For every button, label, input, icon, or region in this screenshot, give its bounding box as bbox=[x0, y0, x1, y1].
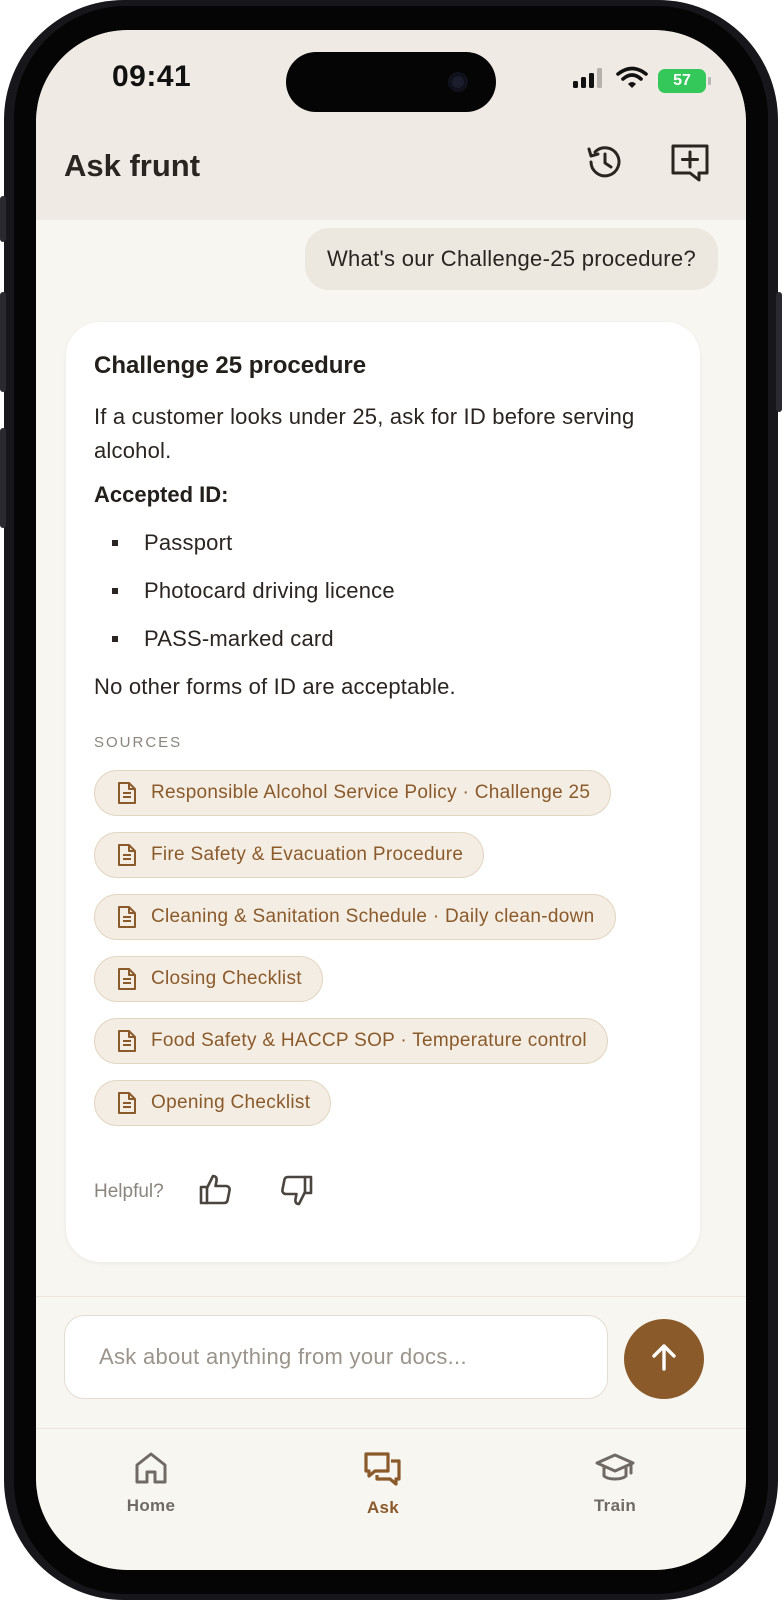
list-item-text: Passport bbox=[144, 530, 233, 555]
tab-bar bbox=[36, 1428, 746, 1570]
source-chip[interactable] bbox=[94, 894, 616, 940]
chat-icon bbox=[364, 1451, 402, 1492]
source-chip[interactable] bbox=[94, 956, 323, 1002]
list-item-text: Photocard driving licence bbox=[144, 578, 395, 603]
accepted-id-list bbox=[94, 530, 395, 674]
history-button[interactable] bbox=[580, 140, 628, 188]
volume-down-button bbox=[0, 428, 6, 528]
wifi-icon bbox=[616, 66, 648, 95]
list-item bbox=[94, 578, 395, 626]
cellular-signal-icon bbox=[572, 67, 606, 94]
document-icon bbox=[117, 905, 137, 929]
tab-label: Ask bbox=[366, 1498, 400, 1517]
user-message-text: What's our Challenge-25 procedure? bbox=[326, 246, 696, 271]
arrow-up-icon bbox=[647, 1340, 681, 1379]
source-chip-label: Responsible Alcohol Service Policy · Challenge 25 bbox=[151, 782, 591, 803]
list-item bbox=[94, 626, 395, 674]
thumbs-up-button[interactable] bbox=[194, 1170, 238, 1214]
answer-closing: No other forms of ID are acceptable. bbox=[94, 674, 456, 699]
source-chip-label: Cleaning & Sanitation Schedule · Daily clean-down bbox=[151, 906, 595, 927]
document-icon bbox=[117, 843, 137, 867]
thumbs-down-button[interactable] bbox=[274, 1170, 318, 1214]
answer-card bbox=[66, 322, 700, 1262]
sources-label: SOURCES bbox=[94, 734, 183, 751]
power-button bbox=[776, 292, 782, 412]
history-icon bbox=[583, 141, 625, 188]
chat-thread[interactable] bbox=[36, 220, 746, 1296]
status-time: 09:41 bbox=[112, 60, 192, 93]
source-chip-label: Fire Safety & Evacuation Procedure bbox=[151, 844, 464, 865]
user-message-bubble bbox=[305, 228, 718, 290]
tab-home[interactable] bbox=[91, 1451, 211, 1516]
ask-input[interactable] bbox=[64, 1315, 608, 1399]
thumbs-up-icon bbox=[199, 1173, 233, 1212]
thumbs-down-icon bbox=[279, 1173, 313, 1212]
battery-indicator bbox=[658, 69, 706, 93]
document-icon bbox=[117, 1091, 137, 1115]
send-button[interactable] bbox=[624, 1319, 704, 1399]
graduation-cap-icon bbox=[595, 1451, 635, 1490]
dynamic-island bbox=[286, 52, 496, 112]
source-chip[interactable] bbox=[94, 770, 611, 816]
list-item-text: PASS-marked card bbox=[144, 626, 334, 651]
source-chip[interactable] bbox=[94, 1080, 331, 1126]
source-chip-label: Opening Checklist bbox=[151, 1092, 311, 1113]
helpful-label: Helpful? bbox=[94, 1181, 164, 1202]
accepted-id-heading: Accepted ID: bbox=[94, 482, 229, 507]
bullet-icon bbox=[112, 588, 118, 594]
volume-up-button bbox=[0, 292, 6, 392]
bullet-icon bbox=[112, 636, 118, 642]
tab-label: Home bbox=[126, 1496, 176, 1515]
document-icon bbox=[117, 1029, 137, 1053]
battery-level: 57 bbox=[673, 71, 691, 89]
bullet-icon bbox=[112, 540, 118, 546]
feedback-row bbox=[94, 1170, 354, 1214]
screen bbox=[36, 30, 746, 1570]
document-icon bbox=[117, 781, 137, 805]
composer bbox=[36, 1296, 746, 1429]
tab-ask[interactable] bbox=[323, 1451, 443, 1518]
answer-title: Challenge 25 procedure bbox=[94, 352, 367, 379]
list-item bbox=[94, 530, 395, 578]
source-chip-label: Food Safety & HACCP SOP · Temperature control bbox=[151, 1030, 587, 1051]
tab-train[interactable] bbox=[555, 1451, 675, 1516]
top-bar bbox=[36, 30, 746, 220]
document-icon bbox=[117, 967, 137, 991]
new-chat-icon bbox=[669, 141, 711, 188]
source-chip-label: Closing Checklist bbox=[151, 968, 302, 989]
source-chip[interactable] bbox=[94, 1018, 608, 1064]
source-chip[interactable] bbox=[94, 832, 484, 878]
home-icon bbox=[133, 1451, 169, 1490]
page-title: Ask frunt bbox=[64, 148, 201, 183]
action-button bbox=[0, 196, 6, 242]
status-icons bbox=[572, 66, 706, 95]
tab-label: Train bbox=[593, 1496, 637, 1515]
answer-intro: If a customer looks under 25, ask for ID before serving alcohol. bbox=[94, 404, 635, 463]
new-chat-button[interactable] bbox=[666, 140, 714, 188]
camera-lens bbox=[448, 72, 468, 92]
